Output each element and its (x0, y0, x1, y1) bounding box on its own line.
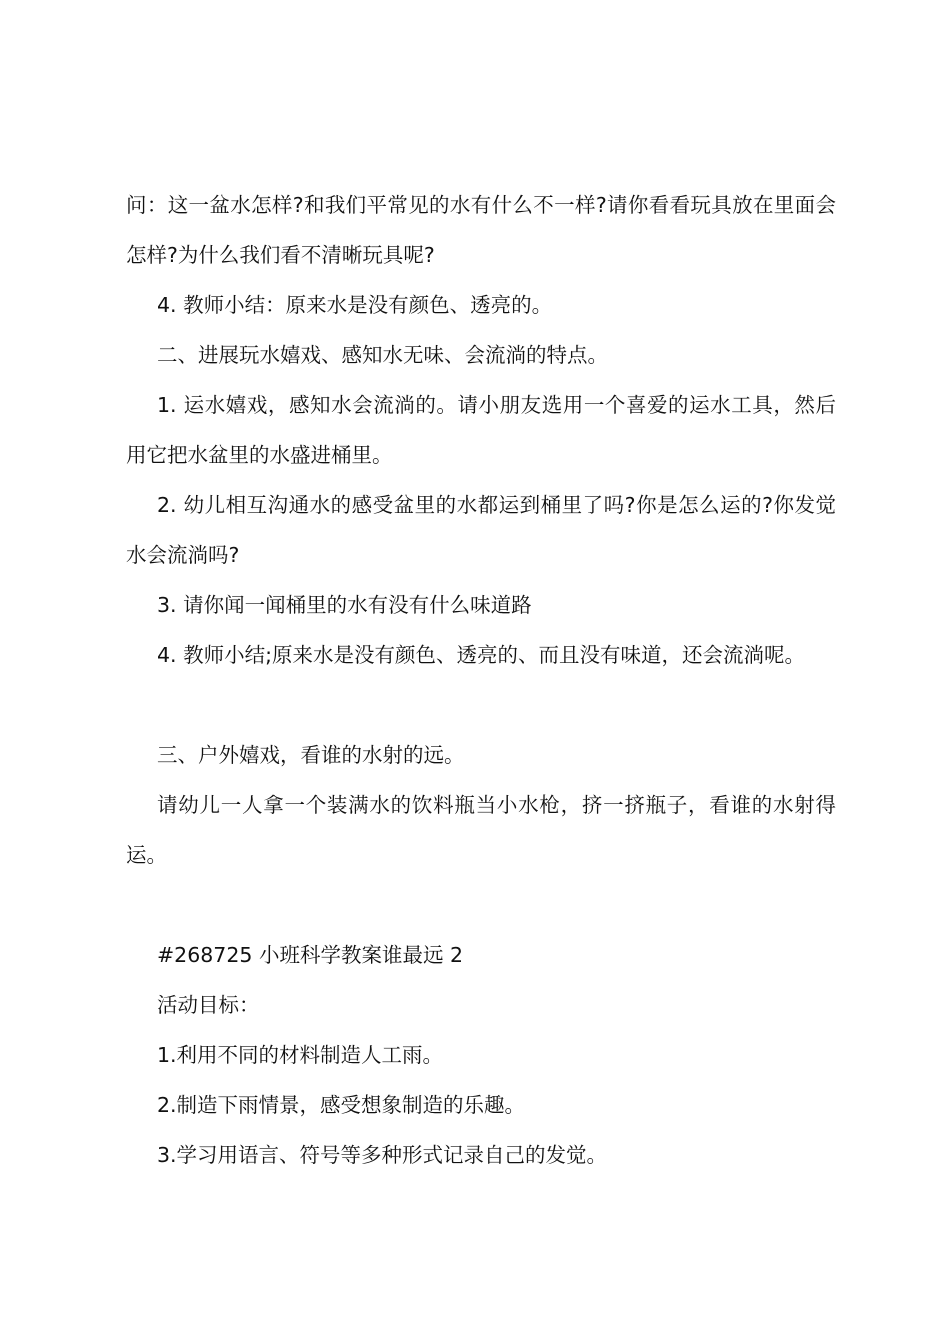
paragraph-water-carrying-game: 1. 运水嬉戏，感知水会流淌的。请小朋友选用一个喜爱的运水工具，然后用它把水盆里的水盛进桶里。 (126, 393, 836, 467)
paragraph-question: 问：这一盆水怎样?和我们平常见的水有什么不一样?请你看看玩具放在里面会怎样?为什么我们看不清晰玩具呢? (126, 193, 836, 267)
paragraph-outdoor-game: 请幼儿一人拿一个装满水的饮料瓶当小水枪，挤一挤瓶子，看谁的水射得运。 (126, 793, 836, 867)
objectives-heading: 活动目标： (157, 993, 260, 1017)
section-title: #268725 小班科学教案谁最远 2 (157, 943, 464, 967)
paragraph-teacher-summary-1: 4. 教师小结：原来水是没有颜色、透亮的。 (157, 293, 553, 317)
paragraph-teacher-summary-2: 4. 教师小结;原来水是没有颜色、透亮的、而且没有味道，还会流淌呢。 (157, 643, 805, 667)
objective-item: 1.利用不同的材料制造人工雨。 (157, 1043, 444, 1067)
paragraph-section-three-heading: 三、户外嬉戏，看谁的水射的远。 (157, 743, 465, 767)
objective-item: 2.制造下雨情景，感受想象制造的乐趣。 (157, 1093, 526, 1117)
paragraph-smell-water: 3. 请你闻一闻桶里的水有没有什么味道路 (157, 593, 532, 617)
paragraph-section-two-heading: 二、进展玩水嬉戏、感知水无味、会流淌的特点。 (157, 343, 608, 367)
paragraph-children-communicate: 2. 幼儿相互沟通水的感受盆里的水都运到桶里了吗?你是怎么运的?你发觉水会流淌吗? (126, 493, 836, 567)
objective-item: 3.学习用语言、符号等多种形式记录自己的发觉。 (157, 1143, 608, 1167)
